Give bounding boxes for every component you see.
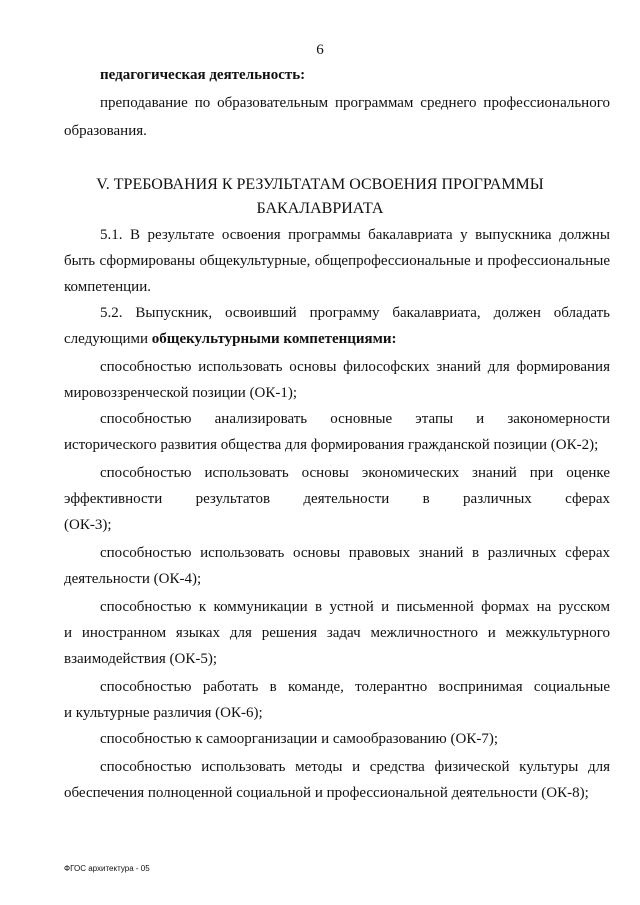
competency-ok1-line: способностью использовать основы философских знаний для формирования xyxy=(100,359,610,375)
text-line: образования. xyxy=(64,123,147,139)
competency-ok2-line: исторического развития общества для формирования гражданской позиции (ОК-2); xyxy=(64,437,599,453)
competency-ok6-line: и культурные различия (ОК-6); xyxy=(64,705,263,721)
paragraph-5-1-line: 5.1. В результате освоения программы бакалавриата у выпускника должны xyxy=(100,227,610,243)
page-number: 6 xyxy=(316,42,324,58)
competency-ok8-line: обеспечения полноценной социальной и профессиональной деятельности (ОК-8); xyxy=(64,785,589,801)
section-heading-line-2: БАКАЛАВРИАТА xyxy=(256,200,384,217)
competency-ok5-line: способностью к коммуникации в устной и письменной формах на русском xyxy=(100,599,610,615)
paragraph-5-1-line: быть сформированы общекультурные, общепрофессиональные и профессиональные xyxy=(64,253,610,269)
activity-title: педагогическая деятельность: xyxy=(100,67,306,83)
paragraph-5-1-line: компетенции. xyxy=(64,279,151,295)
competency-ok4-line: деятельности (ОК-4); xyxy=(64,571,202,587)
competency-ok5-line: и иностранном языках для решения задач межличностного и межкультурного xyxy=(64,625,610,641)
text-line: преподавание по образовательным программам среднего профессионального xyxy=(100,95,610,111)
competencies-heading: общекультурными компетенциями: xyxy=(151,331,397,347)
competency-ok3-line: эффективности результатов деятельности в различных сферах xyxy=(64,491,610,507)
competency-ok3-line: способностью использовать основы экономических знаний при оценке xyxy=(100,465,610,481)
paragraph-5-2-line xyxy=(64,330,397,348)
competency-ok5-line: взаимодействия (ОК-5); xyxy=(64,651,218,667)
section-heading-line-1: V. ТРЕБОВАНИЯ К РЕЗУЛЬТАТАМ ОСВОЕНИЯ ПРОГРАММЫ xyxy=(96,176,544,193)
document-footer: ФГОС архитектура - 05 xyxy=(64,864,150,873)
competency-ok6-line: способностью работать в команде, толерантно воспринимая социальные xyxy=(100,679,610,695)
competency-ok8-line: способностью использовать методы и средства физической культуры для xyxy=(100,759,610,775)
competency-ok1-line: мировоззренческой позиции (ОК-1); xyxy=(64,385,298,401)
competency-ok4-line: способностью использовать основы правовых знаний в различных сферах xyxy=(100,545,610,561)
competency-ok2-line: способностью анализировать основные этапы и закономерности xyxy=(100,411,610,427)
paragraph-5-2-prefix: следующими xyxy=(64,331,152,347)
paragraph-5-2-line: 5.2. Выпускник, освоивший программу бакалавриата, должен обладать xyxy=(100,305,610,321)
competency-ok7-line: способностью к самоорганизации и самообразованию (ОК-7); xyxy=(100,731,499,747)
competency-ok3-line: (ОК-3); xyxy=(64,517,112,533)
